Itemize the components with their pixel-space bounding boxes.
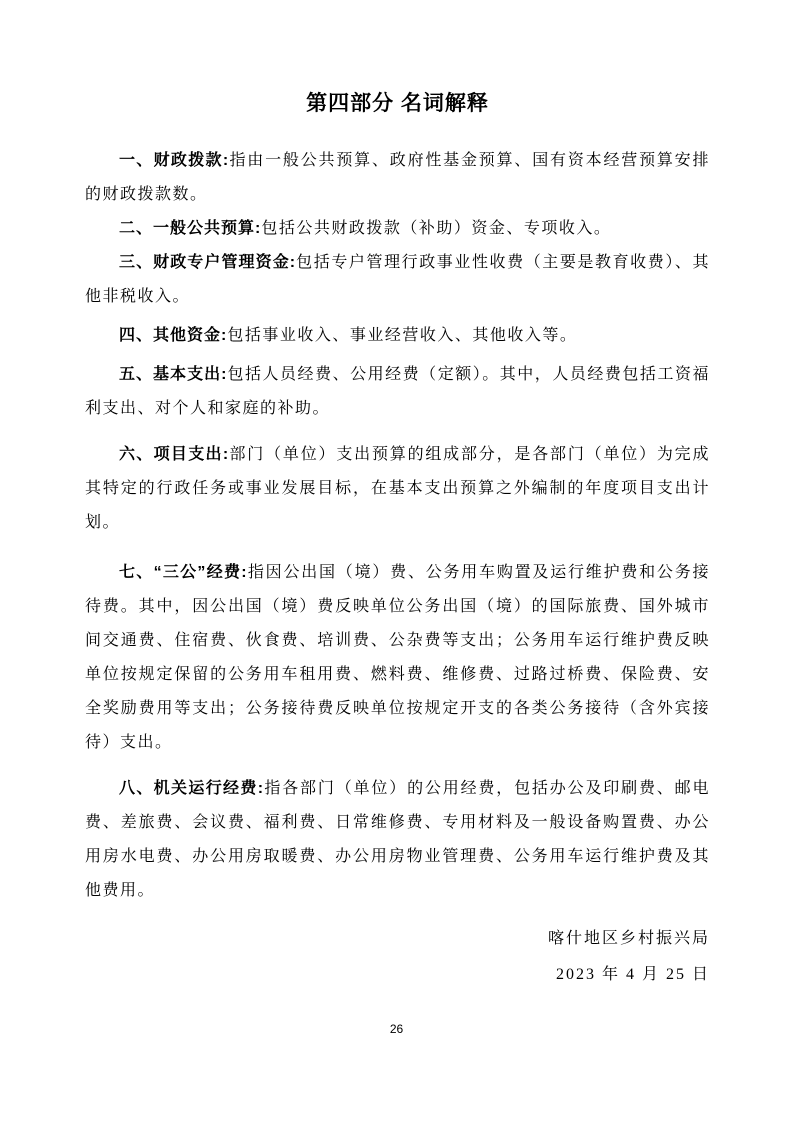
term-label: 二、一般公共预算: [119, 220, 262, 237]
page-number: 26 [389, 1022, 404, 1036]
definition-paragraph-agency-operating-expenses [85, 772, 710, 908]
definition-paragraph-general-public-budget [85, 212, 710, 246]
definition-text: 指因公出国（境）费、公务用车购置及运行维护费和公务接待费。其中，因公出国（境）费反映单位公务出国（境）的国际旅费、国外城市间交通费、住宿费、伙食费、培训费、公杂费等支出；公务用车运行维护费反映单位按规定保留的公务用车租用费、燃料费、维修费、过路过桥费、保险费、安全奖励费用等支出；公务接待费反映单位按规定开支的各类公务接待（含外宾接待）支出。 [85, 564, 710, 751]
term-label: 七、“三公”经费: [119, 564, 248, 581]
definition-text: 包括公共财政拨款（补助）资金、专项收入。 [261, 220, 612, 237]
term-label: 六、项目支出: [119, 446, 230, 463]
term-label: 三、财政专户管理资金: [119, 254, 297, 271]
page-title: 第四部分 名词解释 [306, 92, 489, 115]
definition-paragraph-special-account-funds [85, 246, 710, 314]
definition-paragraph-basic-expenditure [85, 358, 710, 426]
definition-text: 包括人员经费、公用经费（定额）。其中，人员经费包括工资福利支出、对个人和家庭的补助。 [85, 366, 710, 417]
signature-organization: 喀什地区乡村振兴局 [547, 930, 710, 947]
definition-paragraph-three-public-expenses [85, 556, 710, 760]
signature-block [85, 921, 710, 993]
definition-text: 指由一般公共预算、政府性基金预算、国有资本经营预算安排的财政拨款数。 [85, 152, 710, 203]
definition-text: 指各部门（单位）的公用经费，包括办公及印刷费、邮电费、差旅费、会议费、福利费、日常维修费、专用材料及一般设备购置费、办公用房水电费、办公用房取暖费、办公用房物业管理费、公务用车运行维护费及其他费用。 [85, 780, 710, 899]
definition-paragraph-other-funds [85, 319, 710, 353]
definition-paragraph-fiscal-appropriation [85, 144, 710, 212]
definition-paragraph-project-expenditure [85, 438, 710, 540]
term-label: 四、其他资金: [119, 327, 228, 344]
definition-text: 包括事业收入、事业经营收入、其他收入等。 [227, 327, 578, 344]
term-label: 八、机关运行经费: [119, 780, 265, 797]
term-label: 五、基本支出: [119, 366, 228, 383]
signature-date: 2023 年 4 月 25 日 [555, 966, 710, 983]
definition-text: 部门（单位）支出预算的组成部分，是各部门（单位）为完成其特定的行政任务或事业发展目标，在基本支出预算之外编制的年度项目支出计划。 [85, 446, 710, 531]
term-label: 一、财政拨款: [119, 152, 230, 169]
definition-text: 包括专户管理行政事业性收费（主要是教育收费）、其他非税收入。 [85, 254, 710, 305]
